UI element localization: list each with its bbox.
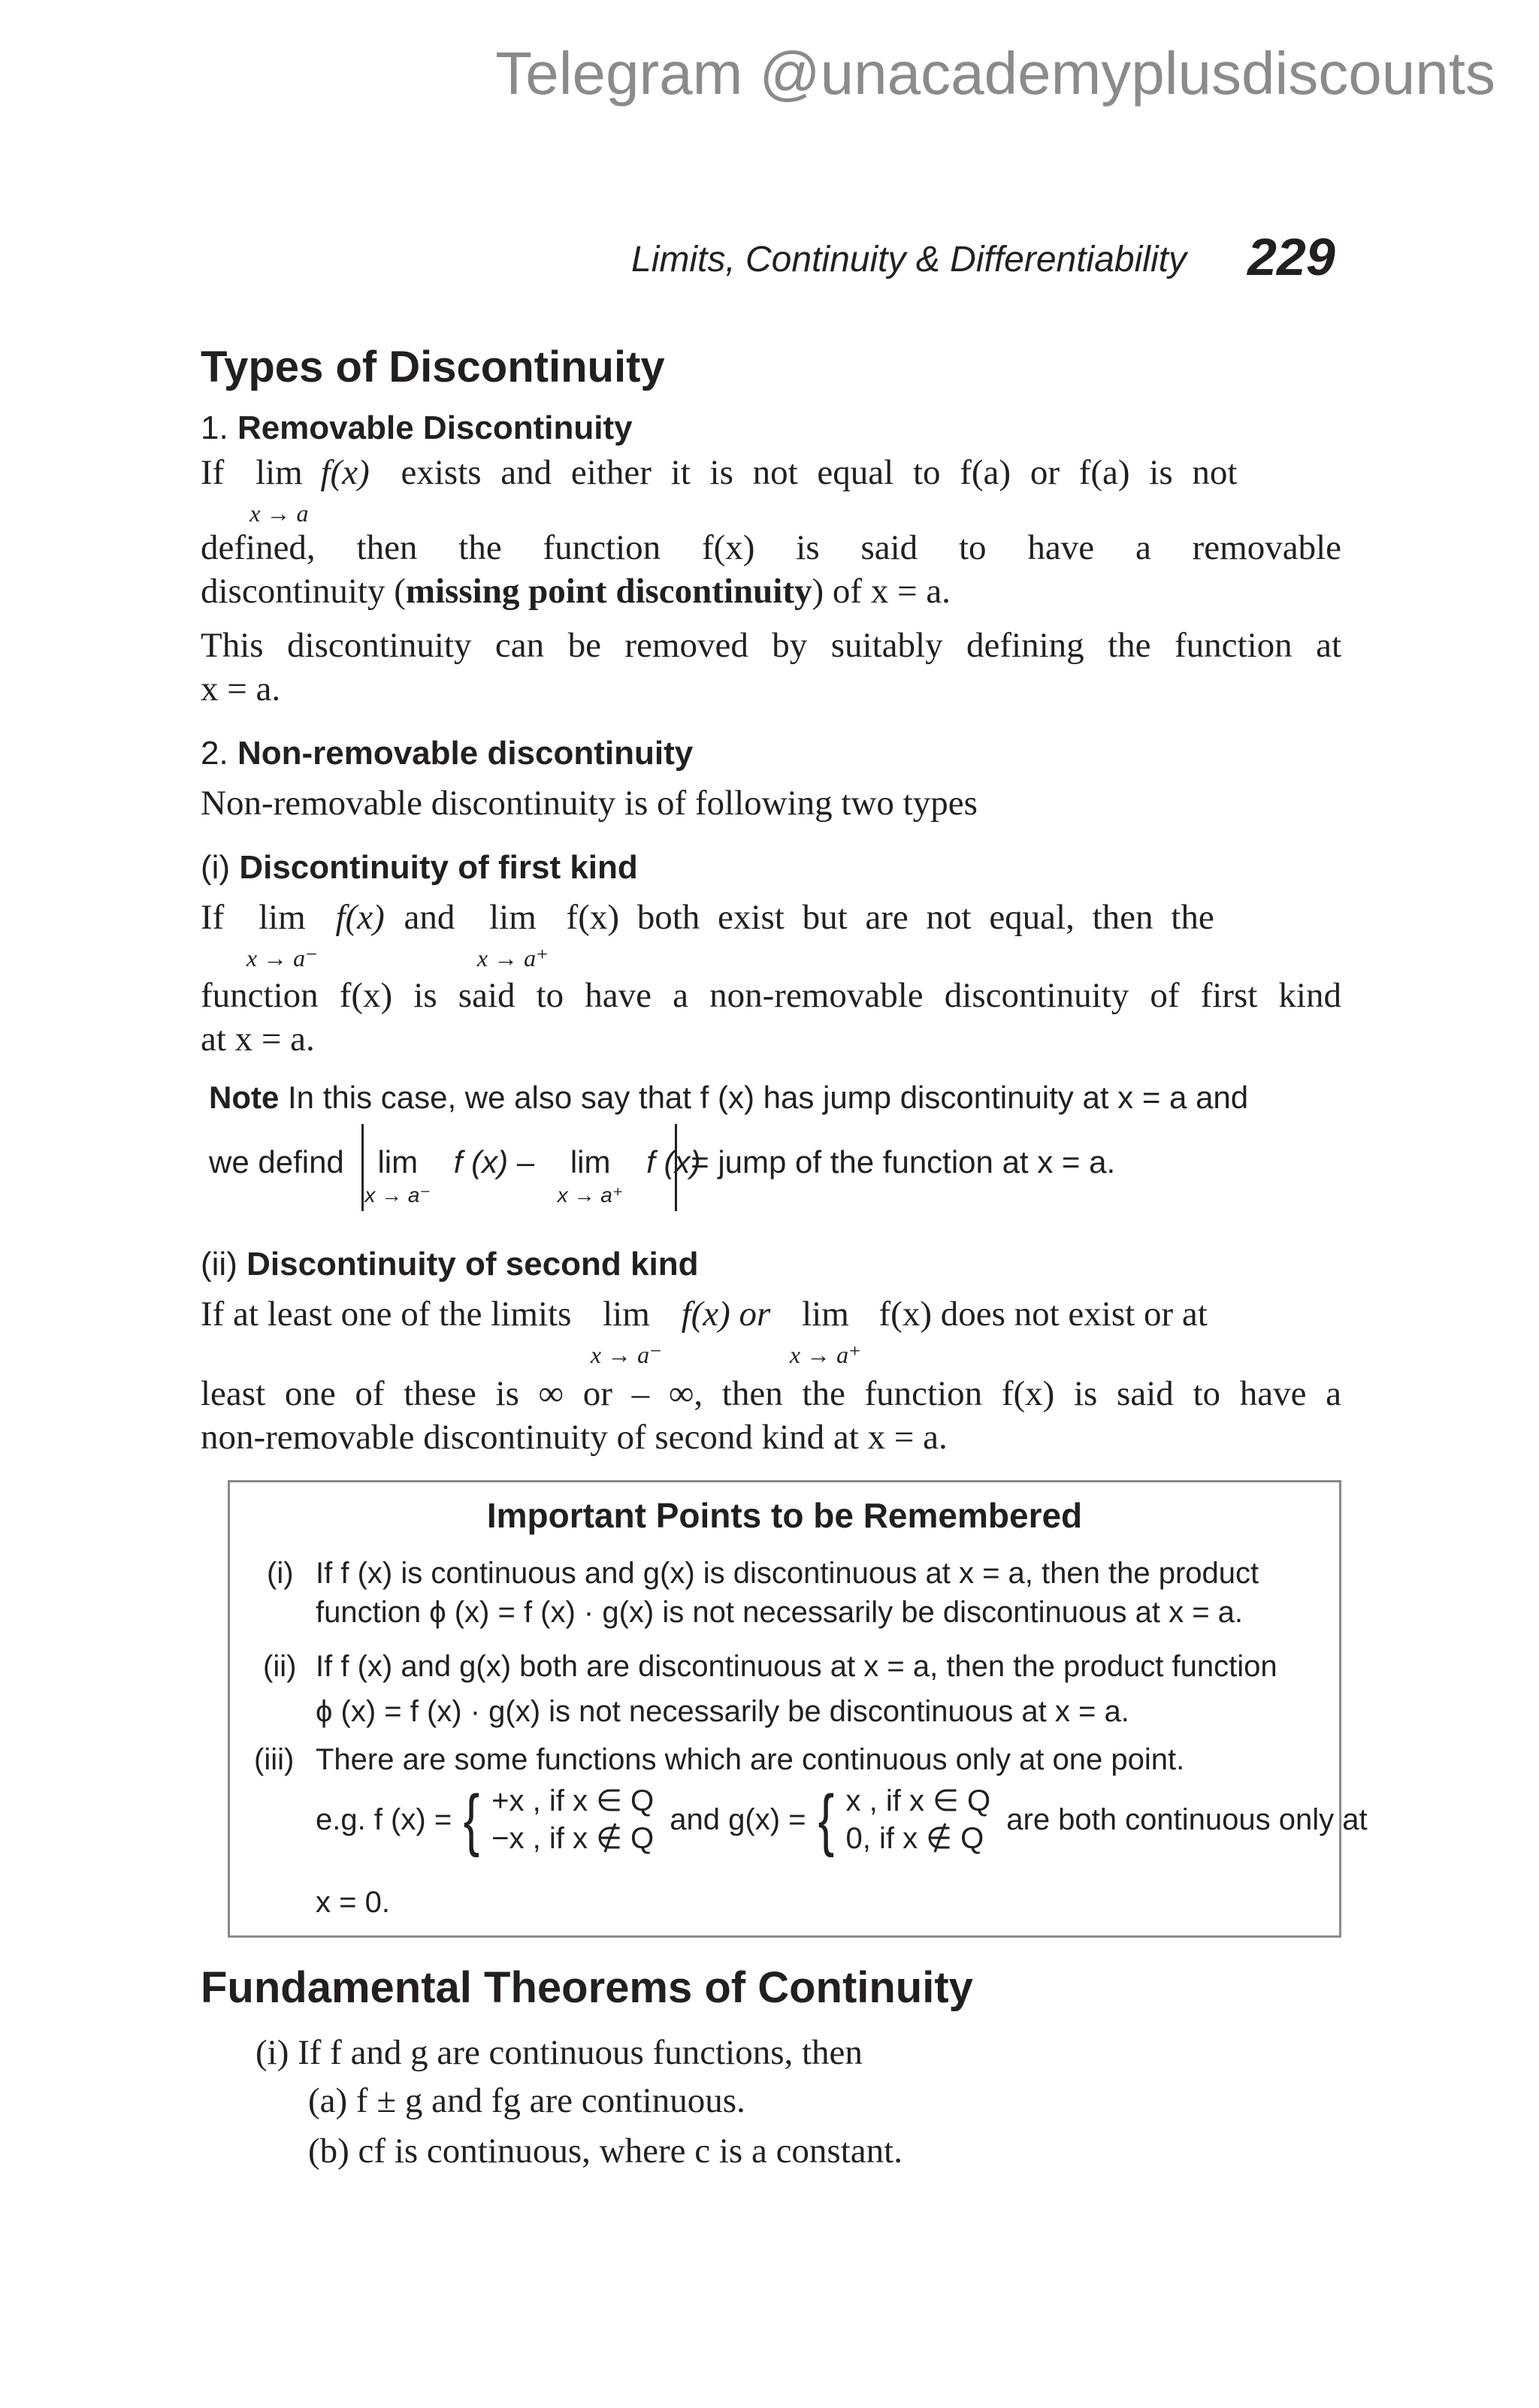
heading-first-kind: (i) Discontinuity of first kind xyxy=(201,849,638,886)
box-item-ii: If f (x) and g(x) both are discontinuous at x = a, then the product function ϕ (x) = f (x) · g(x) is not necessarily be discontinuous at x = a. xyxy=(316,1650,1277,1728)
text: If xyxy=(201,453,225,492)
left-limit-expression-2: lim x → a⁻ xyxy=(590,1295,663,1368)
heading-non-removable: 2. Non-removable discontinuity xyxy=(201,735,694,772)
watermark: Telegram @unacademyplusdiscounts xyxy=(495,40,1495,107)
first-kind-line-2: function f(x) is said to have a non-removable discontinuity of first kind xyxy=(201,976,1341,1015)
heading-removable-discontinuity xyxy=(201,409,633,447)
left-brace-icon: { xyxy=(818,1781,834,1858)
heading-text: Removable Discontinuity xyxy=(237,409,633,446)
removable-line-3: discontinuity (missing point discontinuity) of x = a. xyxy=(201,572,951,611)
note-right-limit: lim x → a⁺ xyxy=(557,1144,624,1207)
theorem-i: (i) If f and g are continuous functions, then xyxy=(255,2033,863,2072)
page-number: 229 xyxy=(1247,228,1335,286)
second-kind-line-2: least one of these is ∞ or – ∞, then the function f(x) is said to have a xyxy=(201,1374,1341,1413)
box-item-iii-number: (iii) xyxy=(254,1743,295,1776)
box-item-i: If f (x) is continuous and g(x) is discontinuous at x = a, then the product function ϕ (x) = f (x) · g(x) is not necessarily be discontinuous at x = a. xyxy=(316,1557,1259,1629)
first-kind-limit-line: If lim x → a⁻ f(x) and lim x → a⁺ f(x) both exist but are not equal, then the xyxy=(201,896,1341,939)
f-cases: +x , if x ∈ Q −x , if x ∉ Q xyxy=(491,1784,655,1855)
right-limit-expression: lim x → a⁺ xyxy=(476,898,549,971)
section-title-fundamental-theorems: Fundamental Theorems of Continuity xyxy=(201,1963,973,2012)
function-term: f(x) xyxy=(320,453,370,492)
bold-term-missing-point: missing point discontinuity xyxy=(405,572,812,611)
note-line-2: we defind lim x → a⁻ f (x) – lim x → a⁺ f (x) = jump of the function at x = a. xyxy=(209,1144,1115,1211)
note-left-limit: lim x → a⁻ xyxy=(364,1144,431,1207)
non-removable-intro: Non-removable discontinuity is of following two types xyxy=(201,784,978,823)
left-limit-expression: lim x → a⁻ xyxy=(246,898,318,971)
removable-remark-line-2: x = a. xyxy=(201,669,281,709)
box-last-line: x = 0. xyxy=(316,1886,390,1919)
section-title-types-of-discontinuity: Types of Discontinuity xyxy=(201,343,665,391)
note-line-1: Note In this case, we also say that f (x) has jump discontinuity at x = a and xyxy=(209,1080,1249,1115)
box-item-ii-number: (ii) xyxy=(263,1650,297,1683)
second-kind-limit-line: If at least one of the limits lim x → a⁻ f(x) or lim x → a⁺ f(x) does not exist or at xyxy=(201,1292,1341,1336)
heading-second-kind: (ii) Discontinuity of second kind xyxy=(201,1246,699,1283)
box-item-i-number: (i) xyxy=(267,1557,294,1590)
removable-line-2: defined, then the function f(x) is said to have a removable xyxy=(201,528,1341,567)
g-cases: x , if x ∈ Q 0, if x ∉ Q xyxy=(845,1784,991,1855)
limit-expression: lim x → a xyxy=(249,453,309,527)
text: exists and either it is not equal to f(a) or f(a) is not xyxy=(401,453,1238,492)
second-kind-line-3: non-removable discontinuity of second kind at x = a. xyxy=(201,1418,948,1457)
heading-number: 1. xyxy=(201,409,228,446)
first-kind-line-3: at x = a. xyxy=(201,1020,315,1059)
removable-limit-line xyxy=(201,451,1341,527)
theorem-b: (b) cf is continuous, where c is a constant. xyxy=(308,2132,903,2171)
note-label: Note xyxy=(209,1080,280,1115)
absolute-value-bars: lim x → a⁻ f (x) – lim x → a⁺ f (x) xyxy=(361,1124,677,1211)
box-item-iii: There are some functions which are continuous only at one point. xyxy=(316,1743,1185,1776)
box-title: Important Points to be Remembered xyxy=(486,1496,1083,1535)
running-title: Limits, Continuity & Differentiability xyxy=(631,240,1187,279)
theorem-a: (a) f ± g and fg are continuous. xyxy=(308,2081,745,2120)
left-brace-icon: { xyxy=(463,1781,480,1858)
right-limit-expression-2: lim x → a⁺ xyxy=(789,1295,861,1368)
box-example-piecewise: e.g. f (x) = { +x , if x ∈ Q −x , if x ∉ Q and g(x) = { x , if x ∈ Q 0, if x ∉ Q are both continuous only at xyxy=(316,1781,1368,1858)
removable-remark-line-1: This discontinuity can be removed by suitably defining the function at xyxy=(201,626,1341,665)
